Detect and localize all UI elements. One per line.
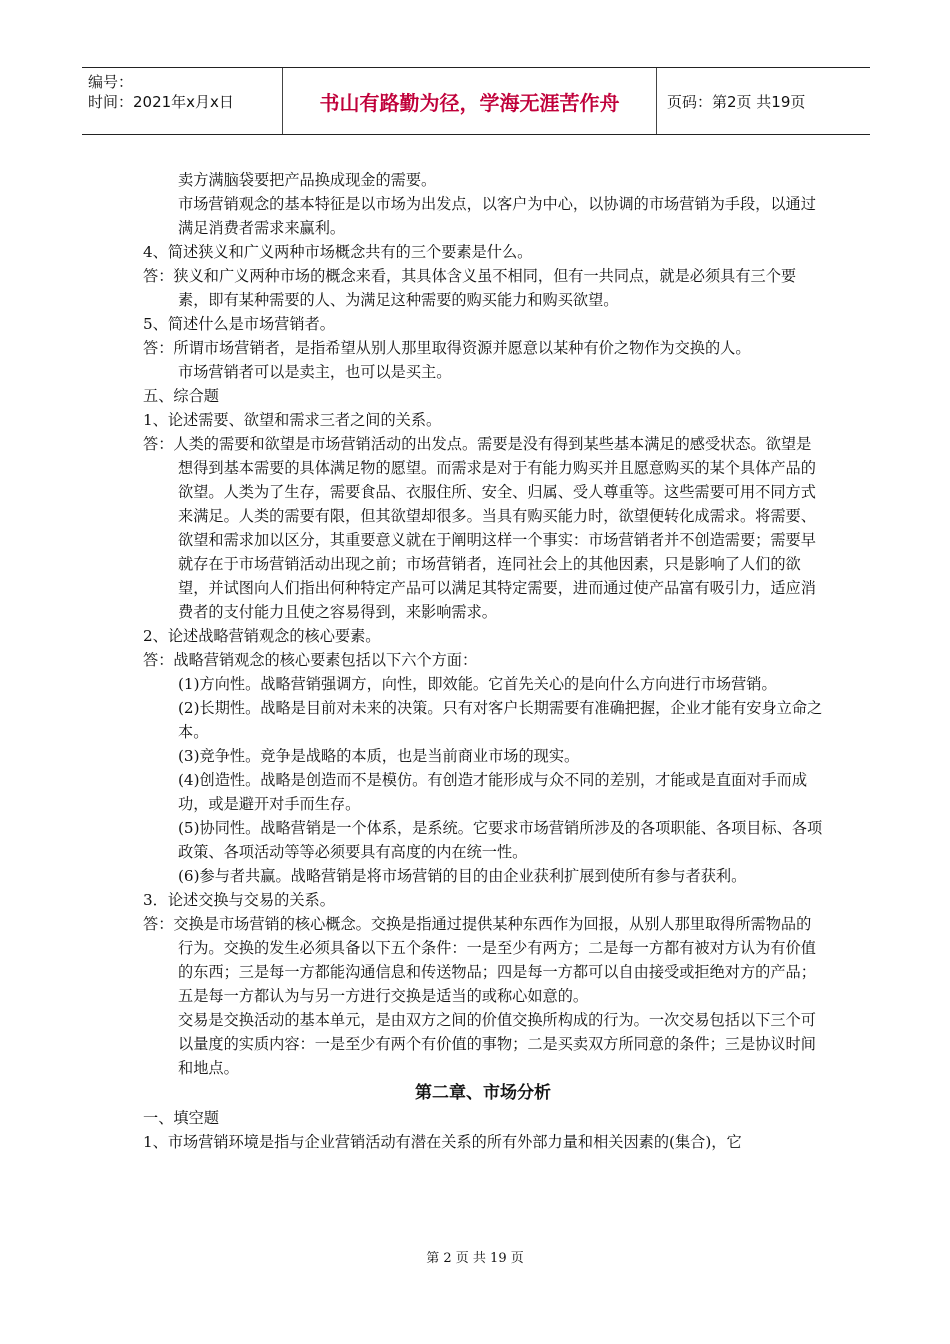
paragraph: 卖方满脑袋要把产品换成现金的需要。 xyxy=(178,171,437,189)
paragraph: 一、填空题 xyxy=(143,1109,219,1127)
page-footer: 第 2 页 共 19 页 xyxy=(426,1251,524,1266)
date-label: 时间：2021年x月x日 xyxy=(88,93,234,111)
paragraph: 3．论述交换与交易的关系。 xyxy=(143,891,335,909)
header-meta xyxy=(82,68,283,134)
paragraph: (1)方向性。战略营销强调方，向性，即效能。它首先关心的是向什么方向进行市场营销。 xyxy=(178,675,777,693)
paragraph: 答：人类的需要和欲望是市场营销活动的出发点。需要是没有得到某些基本满足的感受状态。欲望是想得到基本需要的具体满足物的愿望。而需求是对于有能力购买并且愿意购买的某个具体产品的欲望。人类为了生存，需要食品、衣服住所、安全、归属、受人尊重等。这些需要可用不同方式来满足。人类的需要有限，但其欲望却很多。当具有购买能力时，欲望便转化成需求。将需要、欲望和需求加以区分，其重要意义就在于阐明这样一个事实：市场营销者并不创造需要；需要早就存在于市场营销活动出现之前；市场营销者，连同社会上的其他因素，只是影响了人们的欲望，并试图向人们指出何种特定产品可以满足其特定需要，进而通过使产品富有吸引力，适应消费者的支付能力且使之容易得到，来影响需求。 xyxy=(143,435,816,621)
header-motto: 书山有路勤为径，学海无涯苦作舟 xyxy=(283,68,657,134)
paragraph: 1、论述需要、欲望和需求三者之间的关系。 xyxy=(143,411,442,429)
chapter-heading: 第二章、市场分析 xyxy=(415,1083,551,1103)
paragraph: (2)长期性。战略是目前对未来的决策。只有对客户长期需要有准确把握，企业才能有安身立命之本。 xyxy=(178,699,823,741)
paragraph: 4、简述狭义和广义两种市场概念共有的三个要素是什么。 xyxy=(143,243,533,261)
paragraph: (5)协同性。战略营销是一个体系，是系统。它要求市场营销所涉及的各项职能、各项目标、各项政策、各项活动等等必须要具有高度的内在统一性。 xyxy=(178,819,823,861)
paragraph: (4)创造性。战略是创造而不是模仿。有创造才能形成与众不同的差别，才能或是直面对手而成功，或是避开对手而生存。 xyxy=(178,771,808,813)
paragraph: 答：交换是市场营销的核心概念。交换是指通过提供某种东西作为回报，从别人那里取得所需物品的行为。交换的发生必须具备以下五个条件：一是至少有两方；二是每一方都有被对方认为有价值的东西；三是每一方都能沟通信息和传送物品；四是每一方都可以自由接受或拒绝对方的产品；五是每一方都认为与另一方进行交换是适当的或称心如意的。 xyxy=(143,915,816,1005)
paragraph: 市场营销观念的基本特征是以市场为出发点，以客户为中心，以协调的市场营销为手段，以通过满足消费者需求来赢利。 xyxy=(178,195,816,237)
page-header xyxy=(82,67,870,135)
document-body xyxy=(143,168,823,1154)
paragraph: 2、论述战略营销观念的核心要素。 xyxy=(143,627,381,645)
number-label: 编号： xyxy=(88,73,134,91)
paragraph: 答：所谓市场营销者，是指希望从别人那里取得资源并愿意以某种有价之物作为交换的人。 xyxy=(143,339,751,357)
paragraph: 五、综合题 xyxy=(143,387,219,405)
paragraph: (3)竞争性。竞争是战略的本质，也是当前商业市场的现实。 xyxy=(178,747,580,765)
paragraph: 5、简述什么是市场营销者。 xyxy=(143,315,335,333)
paragraph: 答：狭义和广义两种市场的概念来看，其具体含义虽不相同，但有一共同点，就是必须具有三个要素，即有某种需要的人、为满足这种需要的购买能力和购买欲望。 xyxy=(143,267,797,309)
paragraph: 市场营销者可以是卖主，也可以是买主。 xyxy=(178,363,452,381)
paragraph: (6)参与者共赢。战略营销是将市场营销的目的由企业获利扩展到使所有参与者获利。 xyxy=(178,867,747,885)
paragraph: 1、市场营销环境是指与企业营销活动有潜在关系的所有外部力量和相关因素的(集合)，它 xyxy=(143,1133,742,1151)
paragraph: 答：战略营销观念的核心要素包括以下六个方面： xyxy=(143,651,478,669)
paragraph: 交易是交换活动的基本单元，是由双方之间的价值交换所构成的行为。一次交易包括以下三个可以量度的实质内容：一是至少有两个有价值的事物；二是买卖双方所同意的条件；三是协议时间和地点。 xyxy=(178,1011,816,1077)
header-page-info: 页码：第2页 共19页 xyxy=(667,92,806,111)
